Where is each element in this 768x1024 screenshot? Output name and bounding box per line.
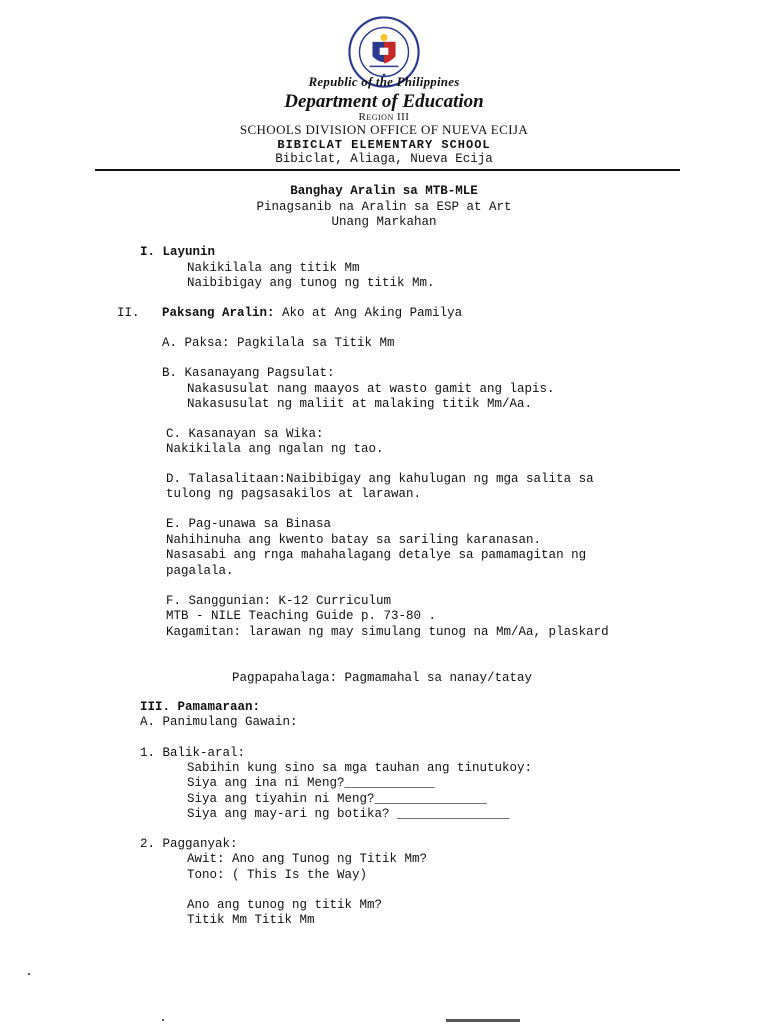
layunin-item: Naibibigay ang tunog ng titik Mm. (187, 276, 435, 290)
panimulang-gawain: A. Panimulang Gawain: (140, 715, 298, 729)
scan-mark (446, 1019, 520, 1022)
kasanayang-pagsulat-item: Nakasusulat nang maayos at wasto gamit ang lapis. (187, 382, 555, 396)
paksang-aralin-value: Ako at Ang Aking Pamilya (282, 306, 463, 320)
pagganyak-line: Titik Mm Titik Mm (187, 913, 315, 927)
kasanayan-wika-heading: C. Kasanayan sa Wika: (166, 427, 324, 441)
quarter: Unang Markahan (331, 215, 437, 229)
school-name: BIBICLAT ELEMENTARY SCHOOL (277, 138, 491, 152)
balik-aral-line: Siya ang ina ni Meng?____________ (187, 776, 435, 790)
sanggunian-line: MTB - NILE Teaching Guide p. 73-80 . (166, 609, 437, 623)
paksang-aralin-line (162, 306, 462, 320)
balik-aral-heading: 1. Balik-aral: (140, 746, 246, 760)
layunin-heading: I. Layunin (140, 245, 216, 259)
division-line: SCHOOLS DIVISION OFFICE OF NUEVA ECIJA (239, 122, 529, 137)
pag-unawa-heading: E. Pag-unawa sa Binasa (166, 517, 332, 531)
balik-aral-line: Sabihin kung sino sa mga tauhan ang tinutukoy: (187, 761, 533, 775)
scan-mark (162, 1019, 164, 1021)
kagamitan-line: Kagamitan: larawan ng may simulang tunog na Mm/Aa, plaskard (166, 625, 609, 639)
department-name: Department of Education (284, 91, 484, 112)
kasanayang-pagsulat-item: Nakasusulat ng maliit at malaking titik Mm/Aa. (187, 397, 533, 411)
school-address: Bibiclat, Aliaga, Nueva Ecija (275, 152, 493, 166)
sanggunian-line: F. Sanggunian: K-12 Curriculum (166, 594, 392, 608)
layunin-item: Nakikilala ang titik Mm (187, 261, 360, 275)
integrated-subjects: Pinagsanib na Aralin sa ESP at Art (256, 200, 512, 214)
pagganyak-line: Tono: ( This Is the Way) (187, 868, 368, 882)
kasanayan-wika-item: Nakikilala ang ngalan ng tao. (166, 442, 384, 456)
region-line: Region III (358, 111, 410, 123)
header-divider (95, 169, 680, 171)
paksa-line: A. Paksa: Pagkilala sa Titik Mm (162, 336, 395, 350)
pagpapahalaga-line: Pagpapahalaga: Pagmamahal sa nanay/tatay (232, 671, 533, 685)
pamamaraan-heading: III. Pamamaraan: (140, 700, 261, 714)
pag-unawa-line: pagalala. (166, 564, 234, 578)
section-number: II. (117, 306, 140, 320)
talasalitaan-line: tulong ng pagsasakilos at larawan. (166, 487, 422, 501)
scan-mark (28, 973, 30, 975)
pag-unawa-line: Nahihinuha ang kwento batay sa sariling karanasan. (166, 533, 542, 547)
talasalitaan-line: D. Talasalitaan:Naibibigay ang kahulugan ng mga salita sa (166, 472, 594, 486)
balik-aral-line: Siya ang tiyahin ni Meng?_______________ (187, 792, 488, 806)
lesson-title: Banghay Aralin sa MTB-MLE (290, 184, 478, 198)
balik-aral-line: Siya ang may-ari ng botika? _______________ (187, 807, 510, 821)
pag-unawa-line: Nasasabi ang rnga mahahalagang detalye sa pamamagitan ng (166, 548, 587, 562)
pagganyak-line: Awit: Ano ang Tunog ng Titik Mm? (187, 852, 428, 866)
pagganyak-heading: 2. Pagganyak: (140, 837, 238, 851)
republic-line: Republic of the Philippines (308, 74, 460, 89)
paksang-aralin-label: Paksang Aralin: (162, 306, 275, 320)
kasanayang-pagsulat-heading: B. Kasanayang Pagsulat: (162, 366, 335, 380)
pagganyak-line: Ano ang tunog ng titik Mm? (187, 898, 383, 912)
